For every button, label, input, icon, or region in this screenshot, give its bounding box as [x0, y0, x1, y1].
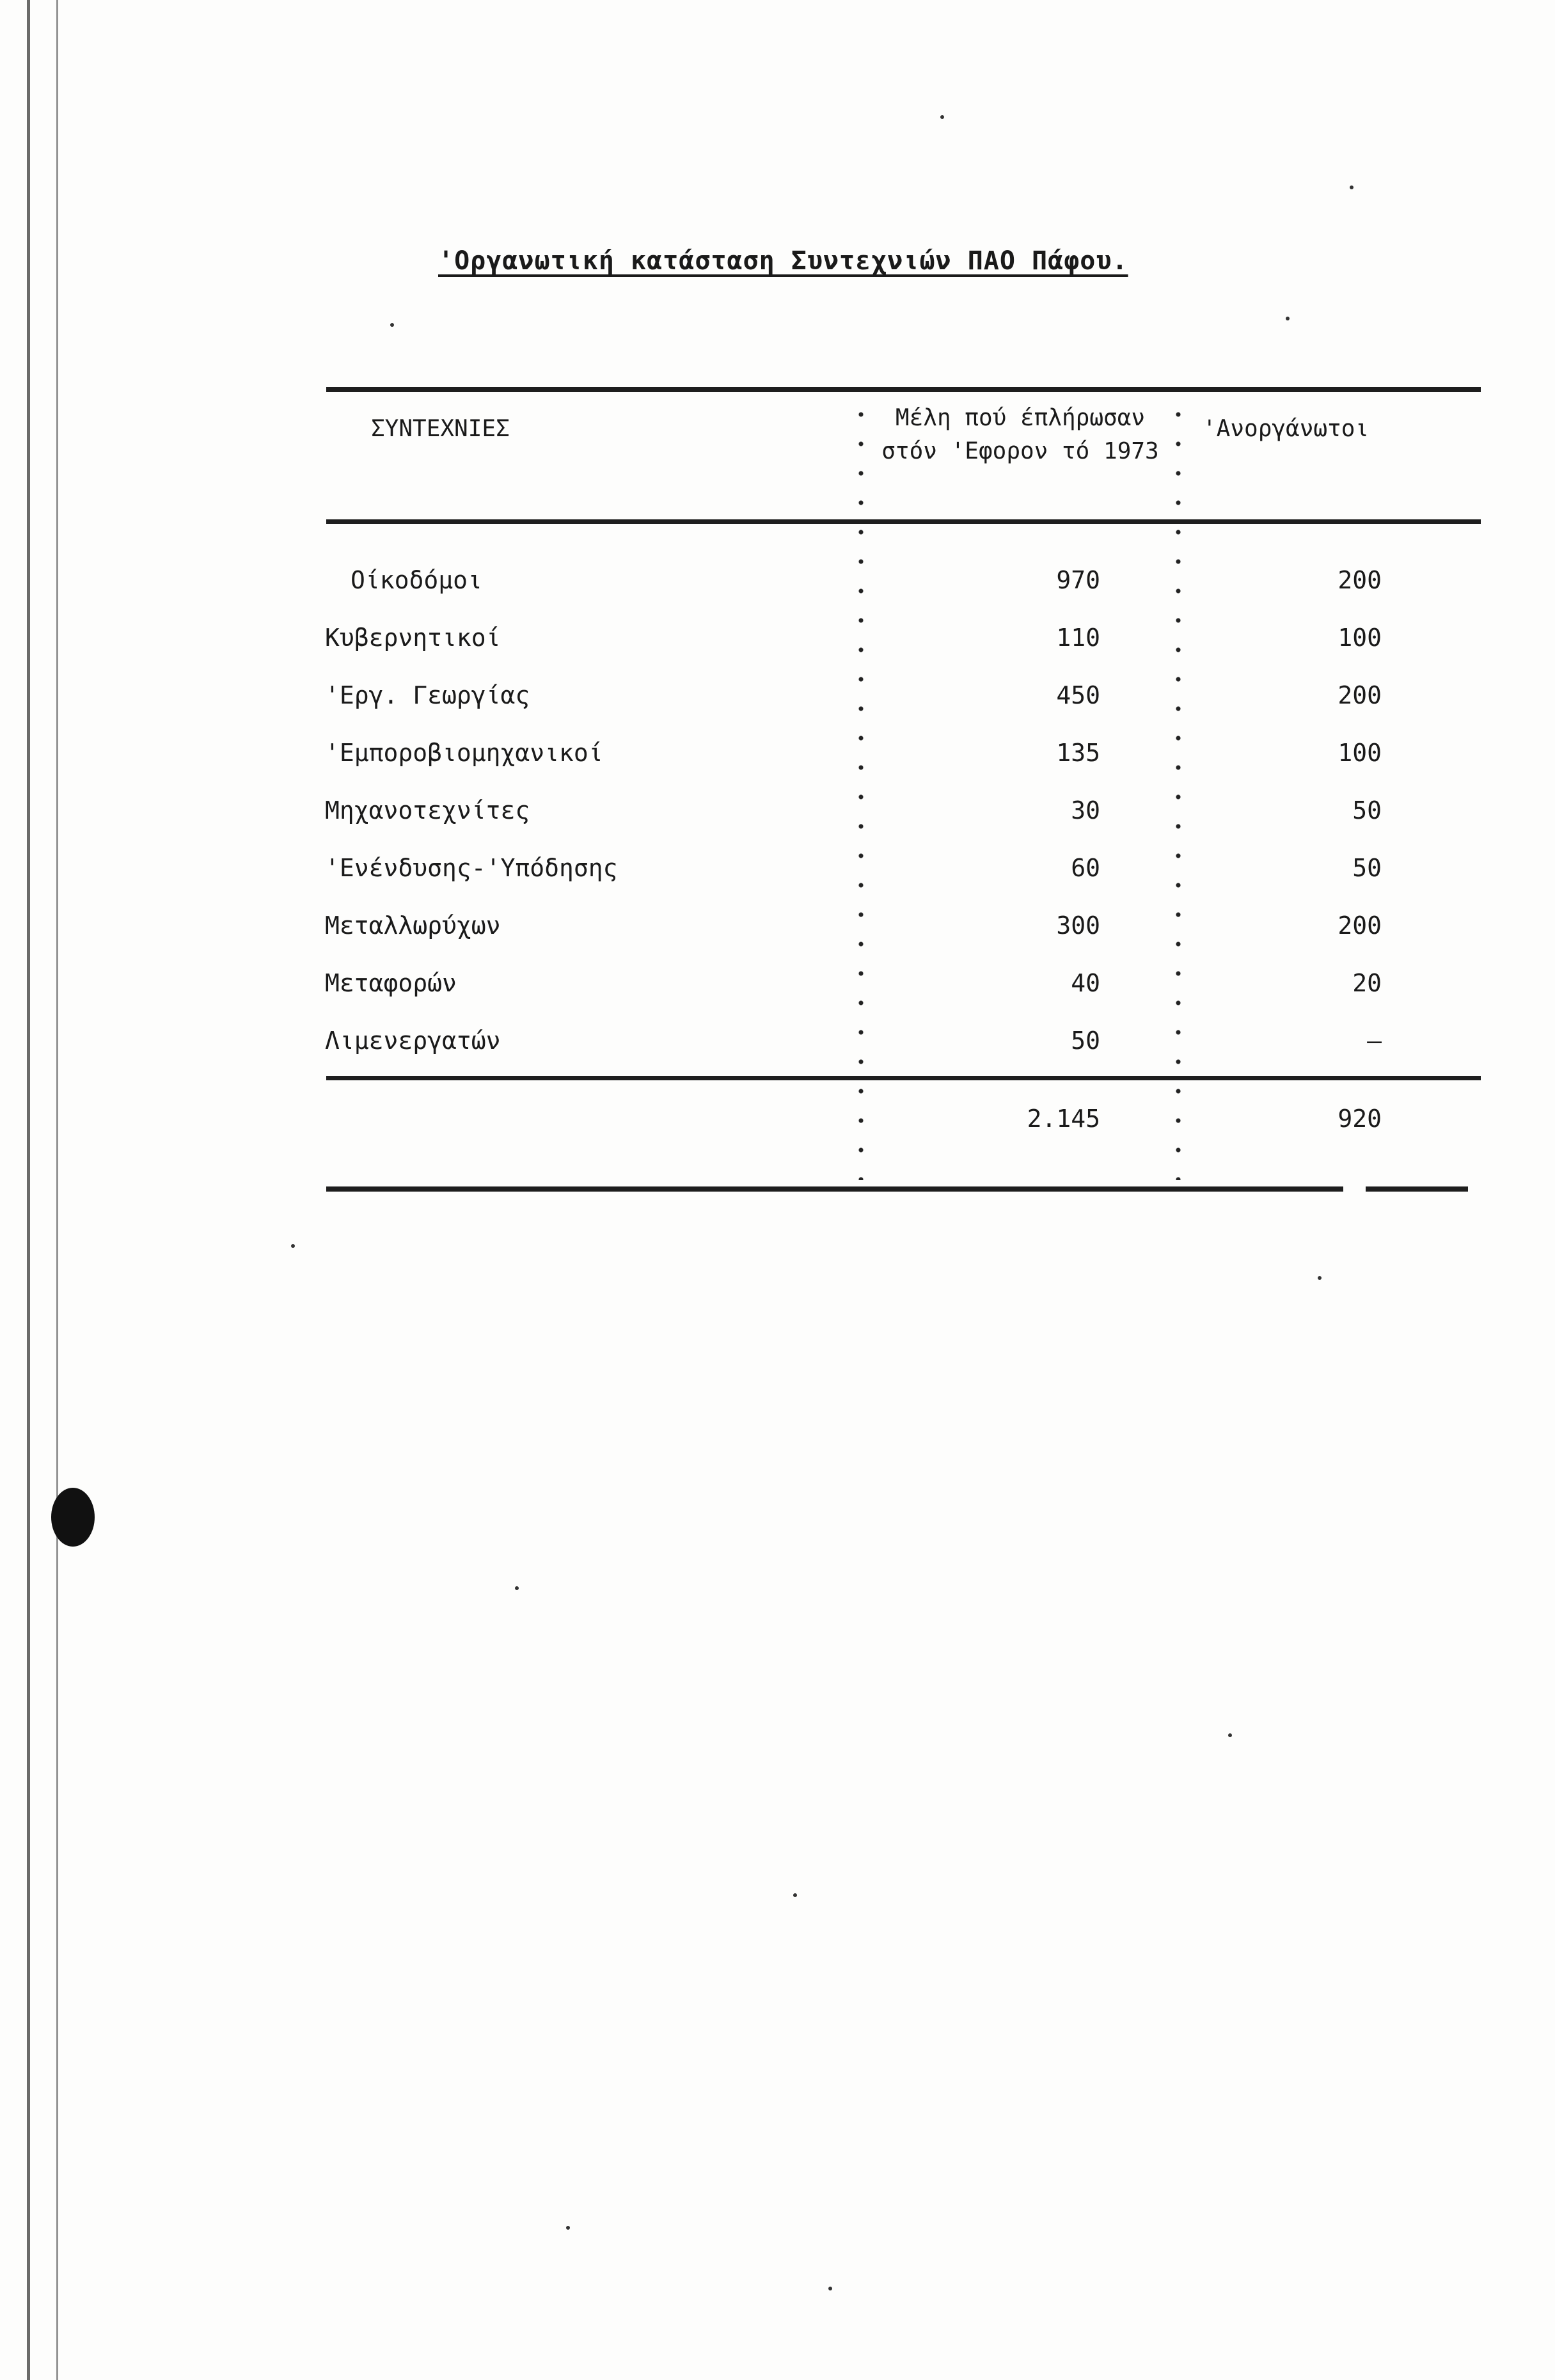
unemployed-value: 50	[1352, 854, 1382, 882]
scan-speck	[291, 1244, 295, 1248]
scan-speck	[1318, 1276, 1322, 1280]
scan-speck	[1350, 185, 1354, 189]
table-row	[0, 969, 1555, 1007]
table-row	[0, 854, 1555, 892]
scan-speck	[566, 2226, 570, 2230]
members-value: 300	[1056, 911, 1100, 940]
table-row	[0, 1027, 1555, 1065]
table-top-rule	[326, 387, 1481, 392]
members-value: 40	[1071, 969, 1100, 997]
unemployed-value: 20	[1352, 969, 1382, 997]
union-name: Μηχανοτεχνίτες	[325, 796, 530, 824]
table-row	[0, 739, 1555, 777]
union-name: Μεταφορών	[325, 969, 457, 997]
union-name: 'Ενένδυσης-'Υπόδησης	[325, 854, 618, 882]
header-unions: ΣΥΝΤΕΧΝΙΕΣ	[371, 416, 510, 442]
table-row	[0, 796, 1555, 835]
unemployed-value: 100	[1338, 624, 1382, 652]
union-name: 'Εμποροβιομηχανικοί	[325, 739, 603, 767]
unemployed-value: 200	[1338, 911, 1382, 940]
union-name: 'Εργ. Γεωργίας	[325, 681, 530, 709]
members-value: 110	[1056, 624, 1100, 652]
unemployed-value: 100	[1338, 739, 1382, 767]
members-value: 60	[1071, 854, 1100, 882]
unemployed-value: 50	[1352, 796, 1382, 824]
table-bottom-rule	[326, 1186, 1343, 1192]
table-row	[0, 624, 1555, 662]
table-row	[0, 566, 1555, 604]
binding-edge-line-thin	[56, 0, 58, 2380]
members-value: 450	[1056, 681, 1100, 709]
union-name: Οίκοδόμοι	[351, 566, 482, 594]
table-row	[0, 681, 1555, 720]
union-name: Λιμενεργατών	[325, 1027, 501, 1055]
table-bottom-rule-end	[1366, 1186, 1468, 1192]
scan-speck	[515, 1586, 519, 1590]
punch-hole	[51, 1488, 95, 1547]
document-title: 'Οργανωτική κατάσταση Συντεχνιών ΠΑΟ Πάφου.	[438, 246, 1128, 276]
table-total-rule	[326, 1076, 1481, 1080]
scan-speck	[793, 1893, 797, 1897]
total-unemployed-value: 920	[1338, 1105, 1382, 1133]
scan-speck	[1228, 1733, 1232, 1737]
members-value: 135	[1056, 739, 1100, 767]
members-value: 50	[1071, 1027, 1100, 1055]
table-row	[0, 911, 1555, 950]
scan-speck	[390, 323, 394, 327]
unemployed-value: —	[1367, 1027, 1382, 1055]
members-value: 970	[1056, 566, 1100, 594]
union-name: Μεταλλωρύχων	[325, 911, 501, 940]
unemployed-value: 200	[1338, 566, 1382, 594]
union-name: Κυβερνητικοί	[325, 624, 501, 652]
header-members: Μέλη πού έπλήρωσαν στόν 'Εφορον τό 1973	[881, 405, 1159, 464]
scan-speck	[1286, 317, 1290, 320]
total-members-value: 2.145	[1027, 1105, 1100, 1133]
scan-speck	[940, 115, 944, 119]
unemployed-value: 200	[1338, 681, 1382, 709]
table-header-rule	[326, 519, 1481, 524]
scan-speck	[828, 2287, 832, 2290]
binding-edge-line	[27, 0, 30, 2380]
members-value: 30	[1071, 796, 1100, 824]
header-unemployed: 'Ανοργάνωτοι	[1203, 416, 1370, 442]
